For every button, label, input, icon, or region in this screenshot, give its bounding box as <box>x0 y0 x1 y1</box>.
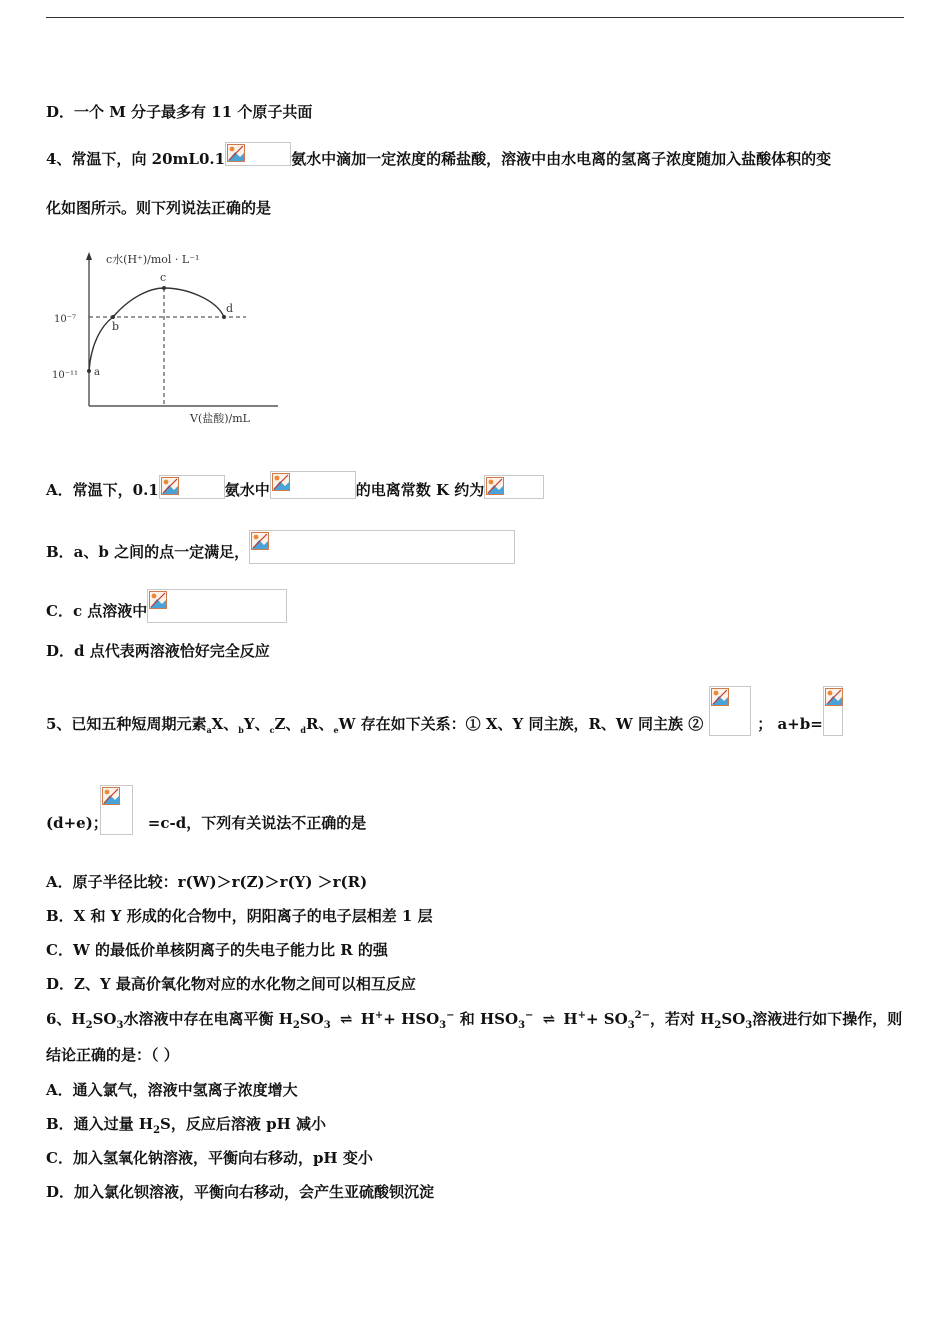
q4-stem-b: 氨水中滴加一定浓度的稀盐酸，溶液中由水电离的氢离子浓度随加入盐酸体积的变 <box>291 150 832 168</box>
q4-option-a <box>46 477 544 505</box>
superscript: + <box>577 1010 586 1021</box>
broken-image-icon <box>711 688 729 706</box>
q5-stem-e: =c-d，下列有关说法不正确的是 <box>147 814 367 832</box>
q6-text: 溶液进行如下操作，则 <box>752 1010 903 1028</box>
broken-image-icon <box>486 477 504 495</box>
q4-stem-a: 4、常温下，向 20mL0.1 <box>46 150 226 168</box>
q6-option-b-2: S，反应后溶液 pH 减小 <box>160 1115 326 1133</box>
broken-image-formula <box>823 686 843 736</box>
q4-option-a-2: 氨水中 <box>224 481 270 499</box>
q6-option-b <box>46 1114 326 1134</box>
graph-tick-low: 10⁻¹¹ <box>52 370 79 381</box>
subscript: 2 <box>714 1020 722 1031</box>
q4-stem-line1 <box>46 148 831 172</box>
point-b <box>111 315 115 319</box>
q6-option-b-1: B．通入过量 H <box>46 1115 154 1133</box>
broken-image-icon <box>149 591 167 609</box>
broken-image-icon <box>825 688 843 706</box>
broken-image-formula <box>225 142 291 166</box>
graph-point-a-label: a <box>94 367 100 378</box>
graph-curve <box>89 288 224 371</box>
broken-image-icon <box>272 473 290 491</box>
q5-stem-a: 5、已知五种短周期元素 <box>46 715 207 733</box>
superscript: 2− <box>634 1010 651 1021</box>
q6-text: 水溶液中存在电离平衡 H <box>123 1010 293 1028</box>
subscript: 3 <box>116 1020 124 1031</box>
q5-stem-d: (d+e)； <box>46 814 108 832</box>
q5-option-b: B．X 和 Y 形成的化合物中，阴阳离子的电子层相差 1 层 <box>46 907 433 925</box>
q6-text: SO <box>92 1010 117 1028</box>
subscript: 3 <box>323 1020 331 1031</box>
graph-tick-high: 10⁻⁷ <box>54 314 77 325</box>
broken-image-formula <box>249 530 515 564</box>
q5-stem-line2 <box>46 813 366 833</box>
sub-e: e <box>333 725 339 735</box>
graph-point-d-label: d <box>226 302 234 315</box>
point-c <box>162 286 166 290</box>
q4-option-d: D．d 点代表两溶液恰好完全反应 <box>46 642 270 660</box>
broken-image-formula <box>270 471 356 499</box>
q4-option-c <box>46 595 287 629</box>
q6-option-d: D．加入氯化钡溶液，平衡向右移动，会产生亚硫酸钡沉淀 <box>46 1183 435 1201</box>
q4-graph <box>46 244 286 434</box>
graph-x-label: V(盐酸)/mL <box>190 412 250 425</box>
q5-option-d: D．Z、Y 最高价氧化物对应的水化物之间可以相互反应 <box>46 975 416 993</box>
broken-image-formula <box>484 475 544 499</box>
subscript: 3 <box>439 1020 447 1031</box>
graph-y-arrow <box>86 252 92 260</box>
q4-option-c-text: C．c 点溶液中 <box>46 602 148 620</box>
q4-option-a-1: A．常温下，0.1 <box>46 481 159 499</box>
broken-image-formula <box>147 589 287 623</box>
q4-option-a-3: 的电离常数 K 约为 <box>355 481 485 499</box>
header-rule <box>46 17 904 18</box>
q6-text: H <box>360 1010 375 1028</box>
q6-text: ，若对 H <box>650 1010 715 1028</box>
subscript: 2 <box>85 1020 93 1031</box>
q6-stem-b: 结论正确的是：（ ） <box>46 1046 179 1064</box>
q3-option-d: D．一个 M 分子最多有 11 个原子共面 <box>46 103 313 121</box>
broken-image-icon <box>251 532 269 550</box>
subscript: 3 <box>518 1020 526 1031</box>
q6-text: + SO <box>586 1010 628 1028</box>
sub-c: c <box>269 725 275 735</box>
broken-image-formula <box>709 686 751 736</box>
broken-image-formula <box>159 475 225 499</box>
equilibrium-arrow: ⇌ <box>339 1010 352 1028</box>
graph-point-c-label: c <box>160 271 167 284</box>
equilibrium-arrow: ⇌ <box>542 1010 555 1028</box>
q4-option-b-text: B．a、b 之间的点一定满足， <box>46 543 250 561</box>
broken-image-icon <box>102 787 120 805</box>
q6-text: + HSO <box>383 1010 440 1028</box>
q5-stem-b: 存在如下关系：① X、Y 同主族，R、W 同主族 ② <box>355 715 704 733</box>
superscript: − <box>446 1010 455 1021</box>
element-w: W <box>338 715 356 733</box>
q5-option-a: A．原子半径比较：r(W)＞r(Z)＞r(Y) ＞r(R) <box>46 873 368 891</box>
element-z: Z、 <box>274 715 301 733</box>
subscript: 3 <box>627 1020 635 1031</box>
broken-image-icon <box>227 144 245 162</box>
q6-option-a: A．通入氯气，溶液中氢离子浓度增大 <box>46 1081 298 1099</box>
graph-point-b-label: b <box>112 320 120 333</box>
point-a <box>87 369 91 373</box>
sub-b: b <box>238 725 244 735</box>
subscript: 3 <box>745 1020 753 1031</box>
element-y: Y、 <box>243 715 270 733</box>
superscript: + <box>374 1010 384 1021</box>
q6-stem-line1 <box>46 1009 902 1029</box>
point-d <box>222 315 226 319</box>
graph-y-label: c水(H⁺)/mol · L⁻¹ <box>106 253 200 266</box>
subscript: 2 <box>292 1020 300 1031</box>
sub-a: a <box>206 725 212 735</box>
q5-stem-line1 <box>46 700 843 750</box>
q4-option-b <box>46 536 515 570</box>
q5-stem-c: ； a+b= <box>757 715 823 733</box>
q6-text: SO <box>721 1010 746 1028</box>
element-r: R、 <box>306 715 334 733</box>
q6-text: H <box>563 1010 578 1028</box>
q6-text: 和 HSO <box>454 1010 519 1028</box>
q5-option-c: C．W 的最低价单核阴离子的失电子能力比 R 的强 <box>46 941 388 959</box>
subscript: 2 <box>153 1125 161 1136</box>
element-x: X、 <box>211 715 239 733</box>
q4-stem-c: 化如图所示。则下列说法正确的是 <box>46 199 272 217</box>
q6-text: SO <box>299 1010 324 1028</box>
q6-text: 6、H <box>46 1010 86 1028</box>
q6-option-c: C．加入氢氧化钠溶液，平衡向右移动，pH 变小 <box>46 1149 373 1167</box>
sub-d: d <box>300 725 307 735</box>
broken-image-icon <box>161 477 179 495</box>
superscript: − <box>525 1010 534 1021</box>
